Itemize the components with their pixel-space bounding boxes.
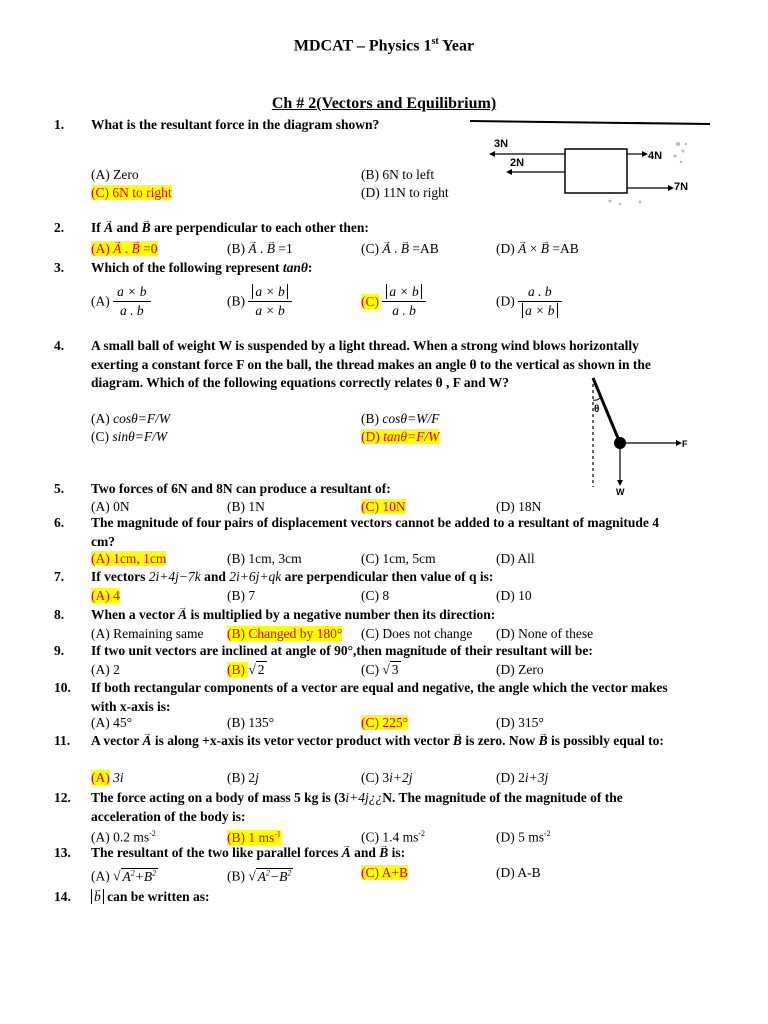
q7-option-b[interactable]: (B) 7 (227, 588, 256, 603)
label-7n: 7N (674, 181, 689, 193)
question-6: 6. The magnitude of four pairs of displacement vectors cannot be added to a resultant of magnitude 4 cm? (54, 515, 660, 549)
q1-option-c[interactable]: (C) 6N to right (91, 185, 172, 200)
q10-option-c[interactable]: (C) 225° (361, 715, 409, 730)
q6-option-a[interactable]: (A) 1cm, 1cm (91, 551, 167, 566)
question-13: 13. The resultant of the two like parallel forces → A and → B is: (54, 844, 684, 863)
q4-option-d[interactable]: (D) tanθ=F/W (361, 429, 440, 444)
q9-option-a[interactable]: (A) 2 (91, 662, 120, 677)
q13-option-b[interactable]: (B) √ $A^2-B^2$ (227, 868, 292, 884)
q5-option-c[interactable]: (C) 10N (361, 499, 406, 514)
ball (614, 437, 626, 449)
q8-option-b[interactable]: (B) Changed by 180° (227, 626, 343, 641)
q8-option-c[interactable]: (C) Does not change (361, 626, 473, 641)
q11-option-c[interactable]: (C) 3i+2j (361, 770, 413, 785)
question-2: 2. If → A and → B are perpendicular to each other then: (54, 219, 684, 238)
label-2n: 2N (510, 157, 525, 169)
q4-option-c[interactable]: (C) sinθ=F/W (91, 429, 168, 444)
q3-option-c[interactable]: (C) $\frac{a \times b}{a . b}$ (361, 283, 426, 320)
question-14: 14. → b can be written as: (54, 888, 684, 907)
label-4n: 4N (648, 150, 663, 162)
label-f: F (682, 439, 688, 449)
q5-option-d[interactable]: (D) 18N (496, 499, 542, 514)
document-title: MDCAT – Physics 1st Year (293, 36, 475, 55)
q10-option-d[interactable]: (D) 315° (496, 715, 544, 730)
q13-option-d[interactable]: (D) A-B (496, 865, 541, 880)
theta-label: θ (594, 404, 600, 415)
q11-option-a[interactable]: (A) 3i (91, 770, 124, 785)
fraction: $\frac{a \times b}{a . b}$ (382, 283, 425, 320)
q9-option-c[interactable]: (C) √ 3 (361, 662, 399, 677)
q5-option-b[interactable]: (B) 1N (227, 499, 265, 514)
chapter-heading: Ch # 2(Vectors and Equilibrium) (271, 95, 497, 112)
q2-option-a[interactable]: (A) → A . → B =0 (91, 240, 158, 258)
q13-option-a[interactable]: (A) √ $A^2+B^2$ (91, 868, 157, 884)
q2-option-c[interactable]: (C) → A . → B =AB (361, 240, 439, 258)
q2-option-d[interactable]: (D) → A × → B =AB (496, 240, 579, 258)
q1-option-b[interactable]: (B) 6N to left (361, 167, 435, 182)
q1-option-d[interactable]: (D) 11N to right (361, 185, 449, 200)
q3-option-a[interactable]: (A) $\frac{a \times b}{a . b}$ (91, 283, 151, 320)
q5-option-a[interactable]: (A) 0N (91, 499, 130, 514)
q11-option-d[interactable]: (D) 2i+3j (496, 770, 549, 785)
question-1: 1. What is the resultant force in the diagram shown? (54, 117, 380, 132)
q9-option-d[interactable]: (D) Zero (496, 662, 544, 677)
q10-option-b[interactable]: (B) 135° (227, 715, 275, 730)
q2-option-b[interactable]: (B) → A . → B =1 (227, 240, 293, 258)
label-w: W (616, 487, 625, 497)
question-11: 11. A vector → A is along +x-axis its vetor vector product with vector → B is zero. Now → B is possibly equal to: (54, 732, 684, 751)
question-8: 8. When a vector → A is multiplied by a negative number then its direction: (54, 606, 684, 625)
fraction: $\frac{a . b}{a \times b}$ (518, 283, 561, 320)
fraction: $\frac{a \times b}{a \times b}$ (248, 283, 291, 320)
q3-option-b[interactable]: (B) $\frac{a \times b}{a \times b}$ (227, 283, 292, 320)
q6-option-b[interactable]: (B) 1cm, 3cm (227, 551, 302, 566)
question-3: 3. Which of the following represent tanθ: (54, 260, 313, 275)
q1-force-diagram (470, 116, 710, 211)
q6-option-d[interactable]: (D) All (496, 551, 535, 566)
question-7: 7. If vectors 2i+4j−7k and 2i+6j+qk are perpendicular then value of q is: (54, 569, 494, 584)
question-10: 10. If both rectangular components of a vector are equal and negative, the angle which the vector makes with x-axis is: (54, 680, 668, 714)
q13-option-c[interactable]: (C) A+B (361, 865, 408, 880)
q4-pendulum-diagram (580, 372, 690, 497)
q12-option-b[interactable]: (B) 1 $ms^{-1}$ (227, 829, 281, 845)
q4-option-b[interactable]: (B) cosθ=W/F (361, 411, 440, 426)
q6-option-c[interactable]: (C) 1cm, 5cm (361, 551, 436, 566)
question-5: 5. Two forces of 6N and 8N can produce a resultant of: (54, 481, 391, 496)
question-12: 12. The force acting on a body of mass 5 kg is (3i+4j¿¿N. The magnitude of the magnitude of the acceleration of the body is: (54, 790, 623, 824)
fraction: $\frac{a \times b}{a . b}$ (113, 283, 150, 320)
q10-option-a[interactable]: (A) 45° (91, 715, 133, 730)
q12-option-c[interactable]: (C) 1.4 $ms^{-2}$ (361, 829, 426, 845)
q7-option-a[interactable]: (A) 4 (91, 588, 120, 603)
q9-option-b[interactable]: (B) √ 2 (227, 662, 265, 677)
q3-option-d[interactable]: (D) $\frac{a . b}{a \times b}$ (496, 283, 562, 320)
q12-option-d[interactable]: (D) 5 $ms^{-2}$ (496, 829, 551, 845)
q7-option-c[interactable]: (C) 8 (361, 588, 390, 603)
q7-option-d[interactable]: (D) 10 (496, 588, 532, 603)
q8-option-d[interactable]: (D) None of these (496, 626, 594, 641)
q4-option-a[interactable]: (A) cosθ=F/W (91, 411, 171, 426)
label-3n: 3N (494, 138, 509, 150)
q12-option-a[interactable]: (A) 0.2 $ms^{-2}$ (91, 829, 156, 845)
q1-option-a[interactable]: (A) Zero (91, 167, 139, 182)
q11-option-b[interactable]: (B) 2j (227, 770, 259, 785)
q8-option-a[interactable]: (A) Remaining same (91, 626, 204, 641)
question-9: 9. If two unit vectors are inclined at angle of 90°,then magnitude of their resultant will be: (54, 643, 593, 658)
question-4: 4. A small ball of weight W is suspended by a light thread. When a strong wind blows horizontally exerting a constant force F on the ball, the thread makes an angle θ to the vertical as shown in the diagram. Which of the following equations correctly relates θ , F and W? (54, 338, 651, 390)
